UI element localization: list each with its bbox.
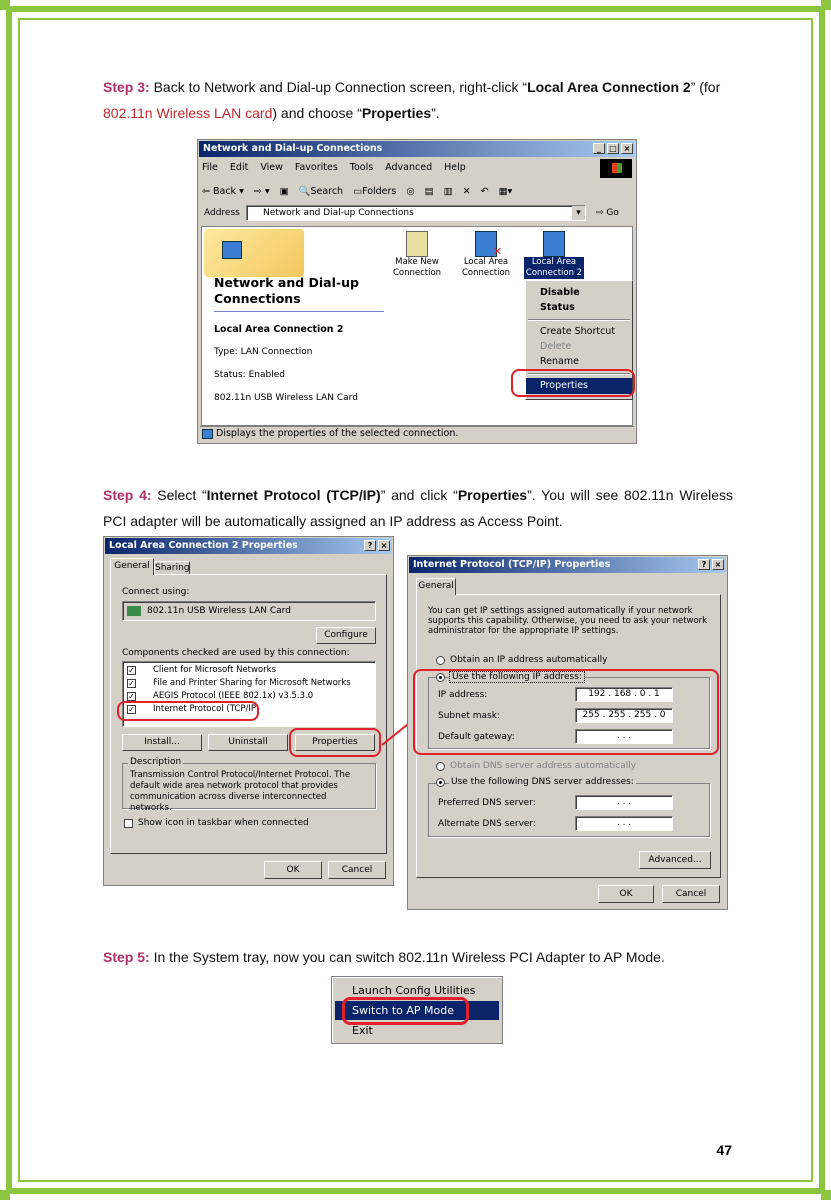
tab-general-label: General [418, 581, 454, 591]
highlight-tcpip [117, 701, 259, 721]
search-button[interactable]: 🔍Search [298, 185, 344, 197]
delete-icon[interactable]: ✕ [462, 185, 471, 197]
address-value: Network and Dial-up Connections [263, 208, 414, 218]
menu-advanced[interactable]: Advanced [385, 162, 433, 173]
component-checkbox[interactable]: ✓ [128, 705, 135, 714]
info-name: Local Area Connection 2 [214, 324, 344, 335]
back-button[interactable]: ⇦ Back ▾ [202, 185, 244, 197]
adapter-field [122, 601, 376, 621]
intro-text: You can get IP settings assigned automatically if your network supports this capability. Otherwise, you need to ask your network administrator for the appropriate IP settings. [428, 606, 708, 636]
menu-edit[interactable]: Edit [229, 162, 249, 173]
go-button[interactable]: ⇨ Go [596, 208, 619, 218]
folder-banner-graphic [204, 229, 304, 277]
copy-to-icon[interactable]: ▥ [443, 185, 453, 197]
advanced-button[interactable] [639, 851, 711, 869]
menu-item-delete[interactable]: Delete [540, 341, 572, 352]
preferred-dns-value: . . . [616, 797, 632, 807]
tab-general-label: General [114, 561, 150, 571]
ok-button[interactable] [598, 885, 654, 903]
lan-properties-dialog [103, 536, 394, 886]
window-title: Network and Dial-up Connections [203, 143, 383, 154]
cancel-label: Cancel [675, 889, 707, 899]
step3-text: ) and choose “ [272, 105, 362, 121]
status-icon [202, 429, 213, 439]
make-new-connection-item[interactable] [392, 231, 442, 279]
step3-label: Step 3: [103, 79, 150, 95]
local-area-connection-2-item[interactable] [524, 231, 584, 279]
folders-label: Folders [362, 185, 397, 197]
page-number: 47 [716, 1142, 732, 1158]
make-new-connection-icon [406, 231, 428, 257]
ok-label: OK [619, 889, 633, 899]
components-label: Components checked are used by this connection: [122, 648, 350, 658]
step3-text: ”. [431, 105, 440, 121]
network-card-icon [127, 606, 141, 616]
maximize-button[interactable]: □ [607, 143, 619, 154]
menu-item-status[interactable]: Status [540, 302, 575, 313]
step5-paragraph [103, 944, 733, 970]
frame-corner [821, 0, 831, 10]
dialog-title: Local Area Connection 2 Properties [109, 540, 298, 551]
close-button[interactable]: × [378, 540, 390, 551]
info-device: 802.11n USB Wireless LAN Card [214, 393, 358, 403]
description-text: Transmission Control Protocol/Internet Protocol. The default wide area network protocol that provides communication across diverse interconnected networks. [130, 770, 351, 813]
step3-text: ” (for [690, 79, 721, 95]
info-status: Status: Enabled [214, 370, 285, 380]
frame-corner [0, 0, 10, 10]
step3-bold: Properties [361, 105, 432, 121]
step5-label: Step 5: [103, 949, 150, 965]
step3-bold: Local Area Connection 2 [527, 79, 691, 95]
description-label: Description [130, 757, 182, 767]
step4-text: Select “ [151, 487, 207, 503]
menu-file[interactable]: File [202, 162, 218, 173]
dialog-title: Internet Protocol (TCP/IP) Properties [413, 559, 611, 570]
tcpip-properties-dialog [407, 555, 728, 910]
default-gateway-value: . . . [616, 731, 632, 741]
obtain-ip-radio[interactable] [436, 656, 445, 665]
minimize-button[interactable]: _ [593, 143, 605, 154]
menu-favorites[interactable]: Favorites [294, 162, 338, 173]
configure-label: Configure [324, 630, 368, 640]
views-icon[interactable]: ▦▾ [498, 185, 513, 197]
highlight-properties [511, 369, 635, 397]
dialog-titlebar [409, 557, 726, 573]
show-icon-label: Show icon in taskbar when connected [138, 818, 309, 828]
cancel-button[interactable] [662, 885, 720, 903]
configure-button[interactable] [316, 627, 376, 644]
help-button[interactable]: ? [364, 540, 376, 551]
obtain-ip-label: Obtain an IP address automatically [450, 655, 608, 665]
adapter-name: 802.11n USB Wireless LAN Card [147, 606, 291, 616]
windows-logo-icon [600, 159, 632, 178]
highlight-ip-settings [413, 669, 719, 755]
ok-button[interactable] [264, 861, 322, 879]
folders-button[interactable]: ▭Folders [353, 185, 397, 197]
ip-address-label: IP address: [438, 690, 488, 700]
help-button[interactable]: ? [698, 559, 710, 570]
use-dns-label: Use the following DNS server addresses: [451, 777, 634, 787]
menu-tools[interactable]: Tools [349, 162, 374, 173]
uninstall-button[interactable] [208, 734, 288, 751]
install-button[interactable] [122, 734, 202, 751]
connect-using-label: Connect using: [122, 587, 190, 597]
menu-bar [202, 162, 466, 176]
local-area-connection-2-label: Local Area Connection 2 [525, 257, 583, 278]
obtain-dns-radio[interactable] [436, 762, 445, 771]
step4-paragraph [103, 482, 733, 534]
go-label: Go [606, 208, 619, 218]
status-bar [200, 426, 634, 441]
preferred-dns-label: Preferred DNS server: [438, 798, 536, 808]
component-item[interactable]: Internet Protocol (TCP/IP) [153, 704, 260, 714]
forward-button[interactable]: ⇨ ▾ [253, 185, 270, 197]
info-type: Type: LAN Connection [214, 347, 313, 357]
up-folder-icon[interactable]: ▣ [279, 185, 289, 197]
tab-general[interactable] [416, 578, 456, 595]
component-checkbox[interactable]: ✓ [128, 679, 135, 688]
highlight-properties-button [289, 728, 381, 757]
dialog-titlebar [105, 538, 392, 554]
tab-general[interactable] [110, 558, 154, 575]
preferred-dns-input[interactable] [575, 795, 673, 810]
ok-label: OK [286, 865, 300, 875]
frame-corner [0, 1190, 10, 1200]
local-area-connection-label: Local Area Connection [461, 257, 511, 278]
menu-item-disable[interactable]: Disable [540, 287, 580, 298]
close-button[interactable]: × [712, 559, 724, 570]
tray-item-exit[interactable]: Exit [352, 1024, 373, 1037]
menu-view[interactable]: View [260, 162, 283, 173]
close-button[interactable]: × [621, 143, 633, 154]
install-label: Install... [144, 737, 180, 747]
ip-address-value: 192 . 168 . 0 . 1 [588, 689, 660, 699]
dropdown-arrow-icon[interactable]: ▾ [572, 206, 585, 220]
move-to-icon[interactable]: ▤ [424, 185, 434, 197]
subnet-mask-value: 255 . 255 . 255 . 0 [582, 710, 666, 720]
step3-text: Back to Network and Dial-up Connection screen, right-click “ [149, 79, 528, 95]
step3-device: 802.11n Wireless LAN card [103, 105, 273, 121]
alternate-dns-label: Alternate DNS server: [438, 819, 537, 829]
show-icon-checkbox[interactable] [124, 819, 133, 828]
toolbar [202, 183, 512, 199]
obtain-dns-label: Obtain DNS server address automatically [450, 761, 637, 771]
alternate-dns-value: . . . [616, 818, 632, 828]
banner-heading: Network and Dial-up Connections [214, 275, 359, 306]
step4-bold: Properties [457, 487, 528, 503]
tab-sharing[interactable] [154, 561, 190, 575]
step4-bold: Internet Protocol (TCP/IP) [206, 487, 381, 503]
default-gateway-label: Default gateway: [438, 732, 515, 742]
network-disconnected-icon: ✕ [475, 231, 497, 257]
step4-text: ” and click “ [380, 487, 458, 503]
history-icon[interactable]: ◎ [406, 185, 415, 197]
search-label: Search [310, 185, 344, 197]
tab-sharing-label: Sharing [155, 563, 190, 573]
banner-divider [214, 311, 384, 312]
step4-label: Step 4: [103, 487, 152, 503]
menu-separator [528, 319, 630, 321]
component-item[interactable]: AEGIS Protocol (IEEE 802.1x) v3.5.3.0 [153, 691, 314, 701]
tray-item-switch-ap-mode[interactable]: Switch to AP Mode [335, 1001, 499, 1020]
component-item[interactable]: Client for Microsoft Networks [153, 665, 277, 675]
use-ip-label: Use the following IP address: [449, 671, 585, 683]
step3-paragraph [103, 74, 733, 126]
cancel-button[interactable] [328, 861, 386, 879]
subnet-mask-label: Subnet mask: [438, 711, 500, 721]
menu-item-create-shortcut[interactable]: Create Shortcut [540, 326, 616, 337]
component-item[interactable]: File and Printer Sharing for Microsoft Networks [153, 678, 351, 688]
address-bar[interactable] [246, 205, 586, 221]
use-dns-radio[interactable] [436, 778, 445, 787]
menu-help[interactable]: Help [444, 162, 466, 173]
cancel-label: Cancel [341, 865, 373, 875]
component-checkbox[interactable]: ✓ [128, 666, 135, 675]
network-connections-window [197, 139, 637, 444]
properties-label: Properties [312, 737, 358, 747]
undo-icon[interactable]: ↶ [480, 185, 489, 197]
back-label: Back [212, 185, 237, 197]
make-new-connection-label: Make New Connection [392, 257, 442, 278]
highlight-switch-ap-mode [342, 997, 469, 1025]
address-label: Address [204, 208, 240, 218]
tray-item-launch-config[interactable]: Launch Config Utilities [352, 984, 476, 997]
menu-item-properties[interactable]: Properties [526, 378, 632, 394]
step4-text: ”. You will see 802.11n Wireless PCI adapter will be automatically assigned an IP address as Access Point. [103, 487, 734, 529]
network-folder-icon [222, 241, 242, 259]
menu-item-rename[interactable]: Rename [540, 356, 579, 367]
component-checkbox[interactable]: ✓ [128, 692, 135, 701]
window-titlebar [199, 141, 635, 157]
frame-corner [821, 1190, 831, 1200]
network-connection-icon [543, 231, 565, 257]
uninstall-label: Uninstall [228, 737, 268, 747]
advanced-label: Advanced... [648, 855, 702, 865]
step5-text: In the System tray, now you can switch 802.11n Wireless PCI Adapter to AP Mode. [149, 949, 665, 965]
local-area-connection-item[interactable] [457, 231, 515, 279]
alternate-dns-input[interactable] [575, 816, 673, 831]
status-text: Displays the properties of the selected connection. [216, 428, 459, 439]
